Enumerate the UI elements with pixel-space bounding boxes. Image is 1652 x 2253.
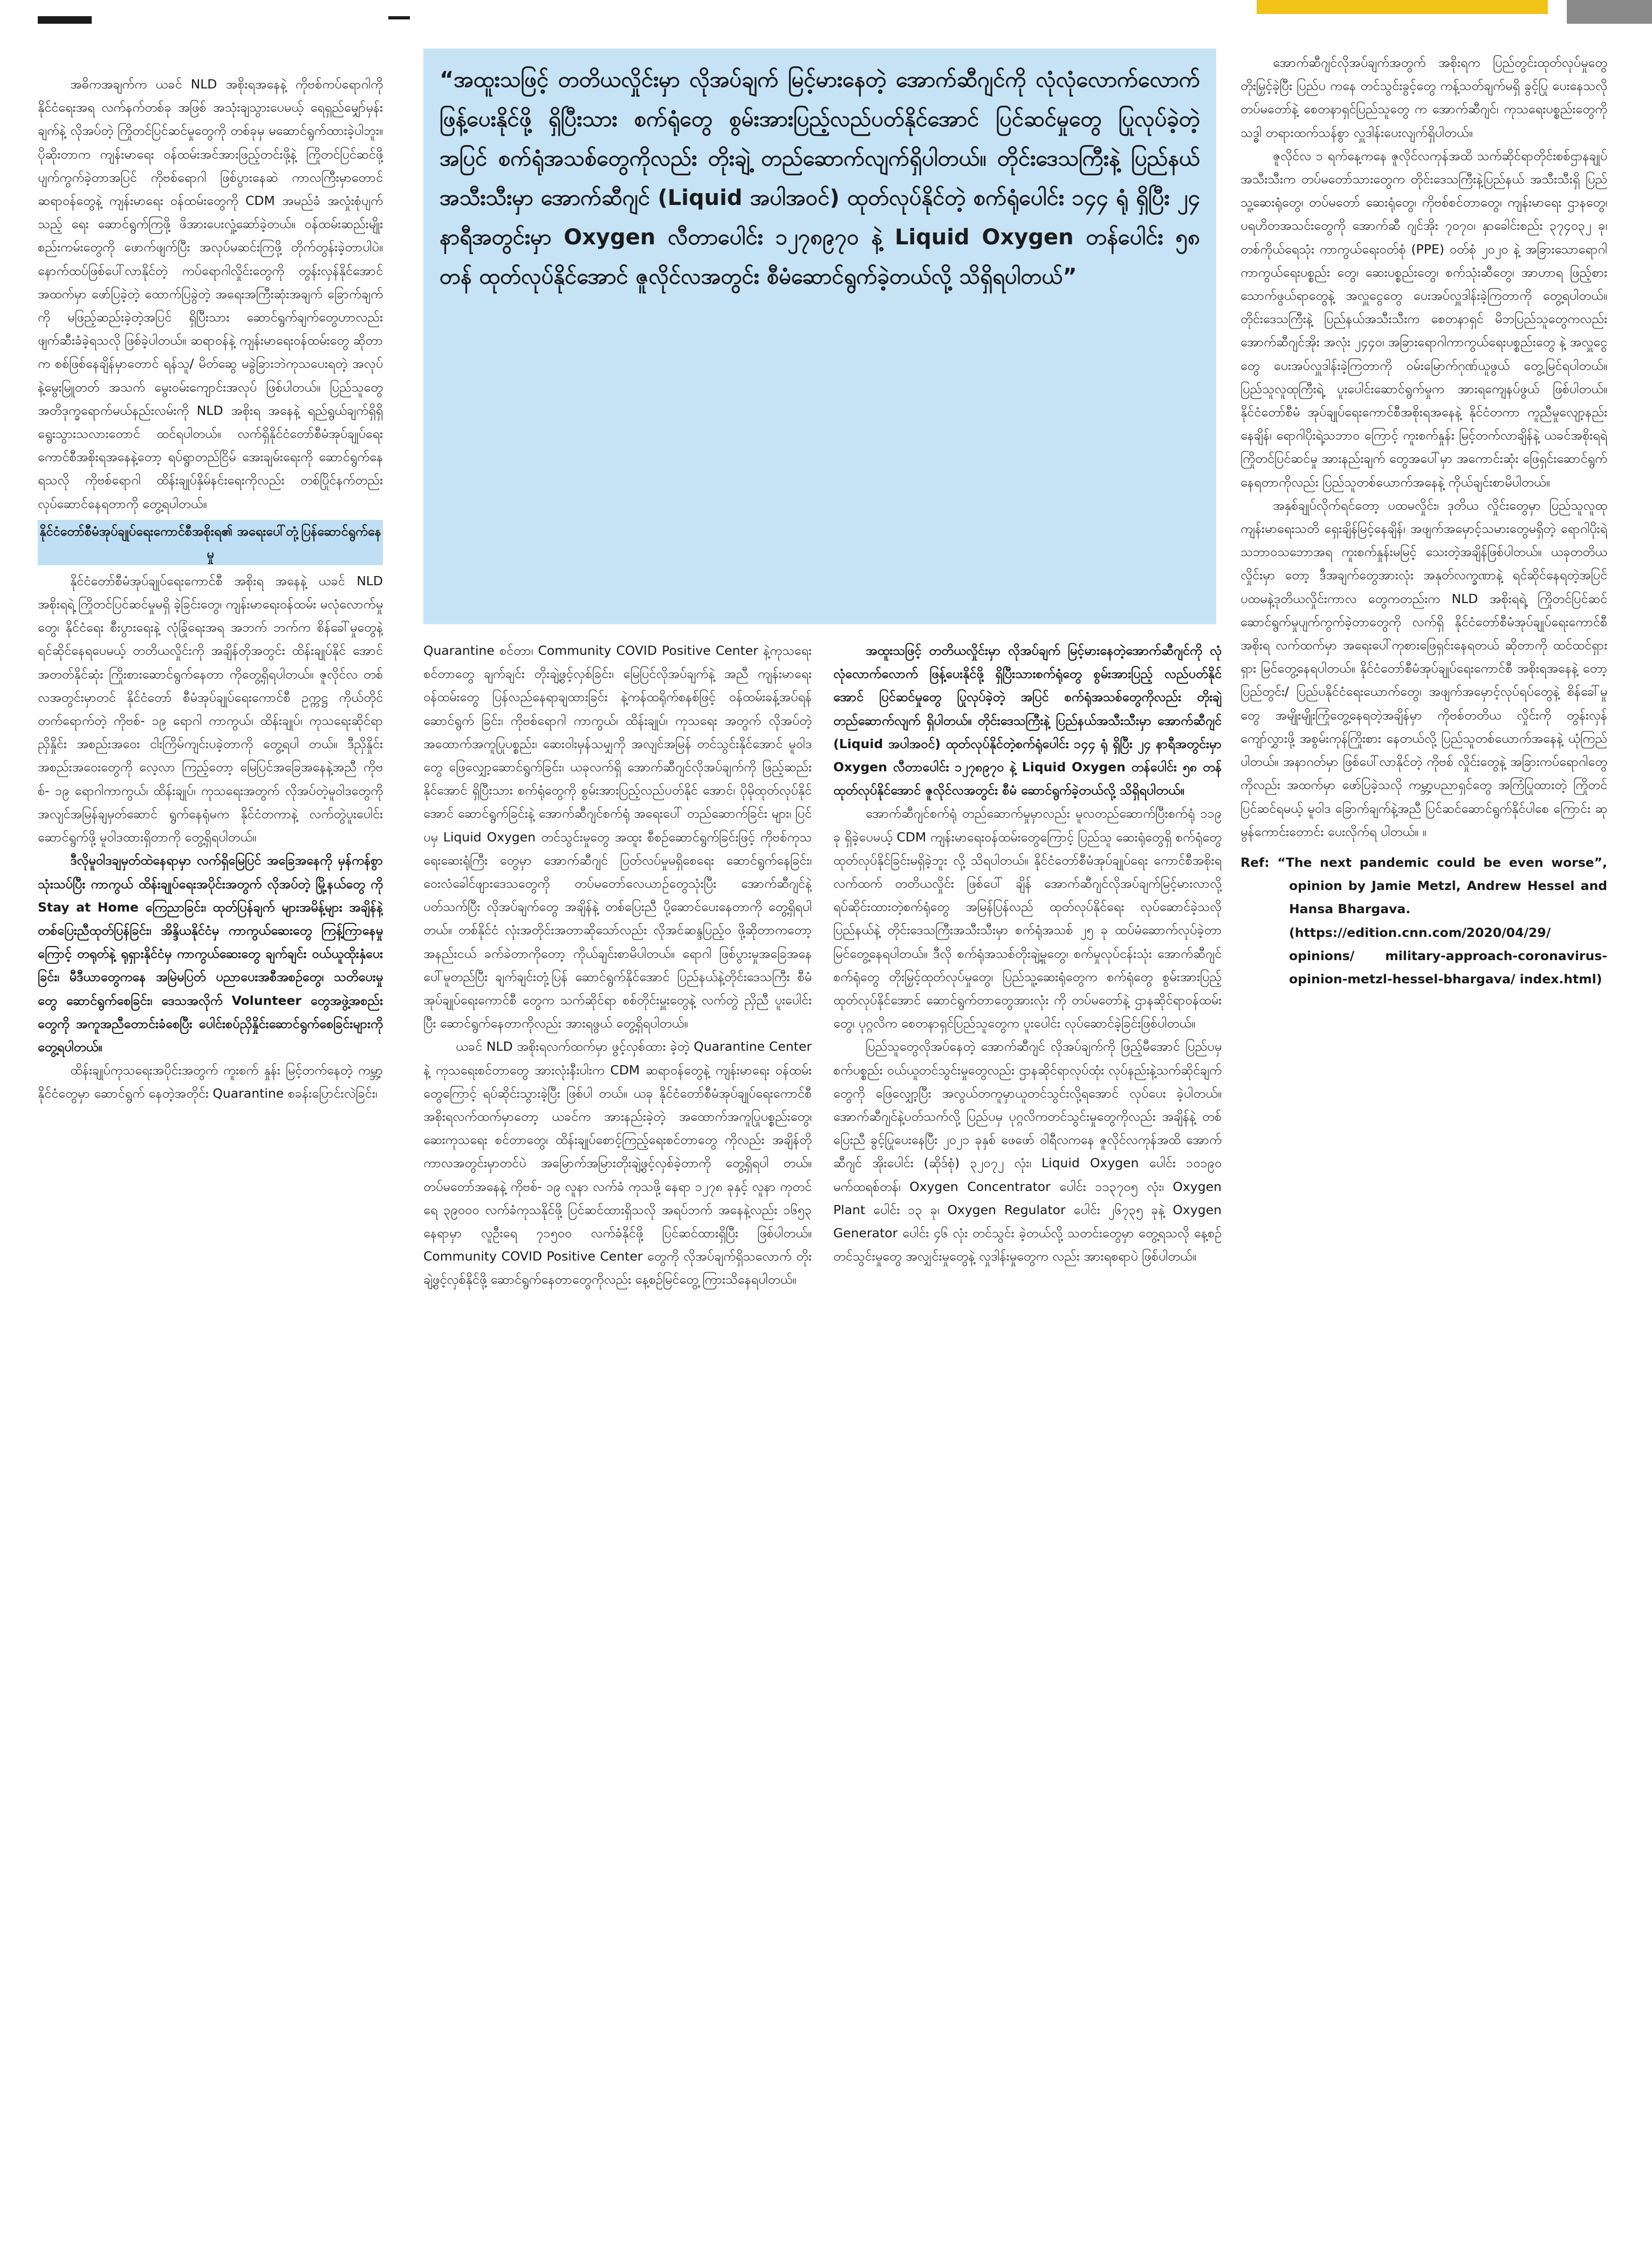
paragraph: အောက်ဆီဂျင်လိုအပ်ချက်အတွက် အစိုးရက ပြည်တွင်းထုတ်လုပ်မှုတွေ တိုးမြှင့်ခဲ့ပြီး ပြည်ပ ကနေ တင်သွင်းခွင့်တွေ ကန့်သတ်ချက်မရှိ ခွင့်ပြု ပေးနေသလို တပ်မတော်နဲ့ စေတနာရှင်ပြည်သူတွေ က အောက်ဆီဂျင်၊ ကုသရေးပစ္စည်းတွေကို သဒ္ဓါ တရားထက်သန်စွာ လှူဒါန်းပေးလျက်ရှိပါတယ်။ [1240, 55, 1607, 140]
header-accent-bar [1257, 0, 1548, 14]
header-page-tab [1567, 0, 1652, 24]
paragraph: အဓိကအချက်က ယခင် NLD အစိုးရအနေနဲ့ ကိုဗစ်ကပ်ရောဂါကို နိုင်ငံရေးအရ လက်နက်တစ်ခု အဖြစ် အသုံးချသွားပေမယ့် ရေရှည်မျှော်မှန်းချက်နဲ့ လိုအပ်တဲ့ ကြိုတင်ပြင်ဆင်မှုတွေကို တစ်ခုမှ မဆောင်ရွက်ထားခဲ့ပါဘူး။ ပိုဆိုးတာက ကျန်းမာရေး ဝန်ထမ်းအင်အားဖြည့်တင်းဖို့နဲ့ ကြိုတင်ပြင်ဆင်ဖို့ ပျက်ကွက်ခဲ့တာအပြင် ကိုဗစ်ရောဂါ ဖြစ်ပွားနေဆဲ ကာလကြီးမှာတောင် ဆရာဝန်တွေနဲ့ ကျန်းမာရေး ဝန်ထမ်းတွေကို CDM အမည်ခံ အလှုံးစုံပျက်သည့် ရေး ဆောင်ရွက်ကြဖို့ ဖိအားပေးလှုံ့ဆော်ခဲ့တယ်။ ဝန်ထမ်းဆည်းမျိုးစည်းကမ်းတွေကို ဖောက်ဖျက်ပြီး အလုပ်မဆင်းကြဖို့ တိုက်တွန်းခဲ့တာပါပဲ။ နောက်ထပ်ဖြစ်ပေါ်လာနိုင်တဲ့ ကပ်ရောဂါလှိုင်းတွေကို တွန်းလှန်နိုင်အောင် အထက်မှာ ဖော်ပြခဲ့တဲ့ ထောက်ပြခွဲတဲ့ အရေးအကြီးဆုံးအချက် ခြောက်ချက်ကို မဖြည့်ဆည်းခဲ့တဲ့အပြင် ရှိပြီးသား ဆောင်ရွက်ချက်တွေဟာလည်း ဖျက်ဆီးခံခဲ့ရသလို ဖြစ်ခဲ့ပါတယ်။ ဆရာဝန်နဲ့ ကျန်းမာရေးဝန်ထမ်းတွေ ဆိုတာက စစ်ဖြစ်နေချိန်မှာတောင် ရန်သူ/ မိတ်ဆွေ မခွဲခြားဘဲကုသပေးရတဲ့ အလုပ်နဲ့မွေးမြူတတ် အသက် မွေးဝမ်းကျောင်းအလုပ် ဖြစ်ပါတယ်။ ပြည်သူတွေ အတိဒုက္ခရောက်မယ်နည်းလမ်းကို NLD အစိုးရ အနေနဲ့ ရည်ရွယ်ချက်ရှိရှိ ရွေးသွားသလားတောင် ထင်ရပါတယ်။ လက်ရှိနိုင်ငံတော်စီမံအုပ်ချုပ်ရေး ကောင်စီအစိုးရအနေနဲ့တော့ ရပ်ရွာတည်ငြိမ် အေးချမ်းရေးကို ဆောင်ရွက်နေရသလို ကိုဗစ်ရောဂါ ထိန်းချုပ်နှိမ်နင်းရေးကိုလည်း တစ်ပြိုင်နက်တည်း လုပ်ဆောင်နေရတာကို တွေ့ရပါတယ်။ [38, 77, 383, 511]
paragraph-bold: အထူးသဖြင့် တတိယလှိုင်းမှာ လိုအပ်ချက် မြင့်မားနေတဲ့အောက်ဆီဂျင်ကို လုံလုံလောက်လောက် ဖြန့်ပေးနိုင်ဖို့ ရှိပြီးသားစက်ရုံတွေ စွမ်းအားပြည့် လည်ပတ်နိုင်အောင် ပြင်ဆင်မှုတွေ ပြုလုပ်ခဲ့တဲ့ အပြင် စက်ရုံအသစ်တွေကိုလည်း တိုးချဲ့ တည်ဆောက်လျက် ရှိပါတယ်။ တိုင်းဒေသကြီးနဲ့ ပြည်နယ်အသီးသီးမှာ အောက်ဆီဂျင် (Liquid အပါအဝင်) ထုတ်လုပ်နိုင်တဲ့စက်ရုံပေါင်း ၁၄၄ ရုံ ရှိပြီး ၂၄ နာရီအတွင်းမှာ Oxygen လီတာပေါင်း ၁၂၇၈၉၇၀ နဲ့ Liquid Oxygen တန်ပေါင်း ၅၈ တန် ထုတ်လုပ်နိုင်အောင် ဇူလိုင်လအတွင်း စီမံ ဆောင်ရွက်ခဲ့တယ်လို့ သိရှိရပါတယ်။ [833, 643, 1222, 798]
paragraph: အနှစ်ချုပ်လိုက်ရင်တော့ ပထမလှိုင်း၊ ဒုတိယ လှိုင်းတွေမှာ ပြည်သူလူထုကျန်းမာရေးသတိ ရှေးချိန်မြင့်နေချိန်၊ အဖျက်အမှောင့်သမားတွေမရှိတဲ့ ရောဂါပိုးရဲ့ သဘာဝသဘောအရ ကူးစက်နှုန်းမမြင့် သေးတဲ့အချိန်ဖြစ်ပါတယ်။ ယခုတတိယလှိုင်းမှာ တော့ ဒီအချက်တွေအားလုံး အနုတ်လက္ခဏာနဲ့ ရင်ဆိုင်နေရတဲ့အပြင် ပထမနဲ့ဒုတိယလှိုင်းကာလ တွေကတည်းက NLD အစိုးရရဲ့ ကြိုတင်ပြင်ဆင် ဆောင်ရွက်မှုပျက်ကွက်ခဲ့တာတွေကို လက်ရှိ နိုင်ငံတော်စီမံအုပ်ချုပ်ရေးကောင်စီ အစိုးရ လက်ထက်မှာ အရေးပေါ်ကုစားဖြေရှင်းနေရတယ် ဆိုတာကို ထင်ထင်ရှားရှား မြင်တွေ့နေရပါတယ်။ နိုင်ငံတော်စီမံအုပ်ချုပ်ရေးကောင်စီ အစိုးရအနေနဲ့ တော့ ပြည်တွင်း/ ပြည်ပနိုင်ငံရေးယောက်တွေ၊ အဖျက်အမှောင့်လုပ်ရပ်တွေနဲ့ စိန်ခေါ်မှုတွေ အမျိုးမျိုးကြုံတွေ့နေရတဲ့အချိန်မှာ ကိုဗစ်တတိယ လှိုင်းကို တွန်းလှန်ကျော်လွှားဖို့ အစွမ်းကုန်ကြိုးစား နေတယ်လို့ ပြည်သူတစ်ယောက်အနေနဲ့ ယုံကြည် ပါတယ်။ အနာဂတ်မှာ ဖြစ်ပေါ်လာနိုင်တဲ့ ကိုဗစ် လှိုင်းတွေနဲ့ အခြားကပ်ရောဂါတွေကိုလည်း အထက်မှာ ဖော်ပြခဲ့သလို ကမ္ဘာ့ပညာရှင်တွေ အကြံပြုထားတဲ့ ကြိုတင်ပြင်ဆင်ရမယ့် မူဝါဒ ခြောက်ချက်နဲ့အညီ ပြင်ဆင်ဆောင်ရွက်နိုင်ပါစေ ကြောင်း ဆုမွန်ကောင်းတောင်း ပေးလိုက်ရ ပါတယ်။ ။ [1240, 497, 1607, 839]
paragraph: အောက်ဆီဂျင်စက်ရုံ တည်ဆောက်မှုမှာလည်း မူလတည်ဆောက်ပြီးစက်ရုံ ၁၁၉ ခု ရှိခဲ့ပေမယ့် CDM ကျန်းမာရေးဝန်ထမ်းတွေကြောင့် ပြည်သူ ဆေးရုံတွေရှိ စက်ရုံတွေ ထုတ်လုပ်နိုင်ခြင်းမရှိခဲ့ဘူး လို့ သိရပါတယ်။ နိုင်ငံတော်စီမံအုပ်ချုပ်ရေး ကောင်စီအစိုးရလက်ထက် တတိယလှိုင်း ဖြစ်ပေါ် ချိန် အောက်ဆီဂျင်လိုအပ်ချက်မြင့်မားလာလို့ ရပ်ဆိုင်းထားတဲ့စက်ရုံတွေ အမြန်ပြန်လည် ထုတ်လုပ်နိုင်ရေး လုပ်ဆောင်ခဲ့သလို ပြည်နယ်နဲ့ တိုင်းဒေသကြီးအသီးသီးမှာ စက်ရုံအသစ် ၂၅ ခု ထပ်မံဆောက်လုပ်ခဲ့တာ မြင်တွေ့နေရပါတယ်။ ဒီလို စက်ရုံအသစ်တိုးချဲ့မှုတွေ၊ စက်မှုလုပ်ငန်းသုံး အောက်ဆီဂျင်စက်ရုံတွေ တိုးမြှင့်ထုတ်လုပ်မှုတွေ၊ ပြည်သူ့ဆေးရုံတွေက စက်ရုံတွေ စွမ်းအားပြည့် ထုတ်လုပ်နိုင်အောင် ဆောင်ရွက်တာတွေအားလုံး ကို တပ်မတော်နဲ့ ဌာနဆိုင်ရာဝန်ထမ်းတွေ၊ ပုဂ္ဂလိက စေတနာရှင်ပြည်သူတွေက ပူးပေါင်း လုပ်ဆောင်ခဲ့ခြင်းဖြစ်ပါတယ်။ [833, 806, 1222, 1031]
reference-url: (https://edition.cnn.com/2020/04/29/ opinions/ military-approach-coronavirus-opinion-metzl-hessel-bhargava/ index.html) [1289, 925, 1607, 987]
paragraph: Quarantine စင်တာ၊ Community COVID Positive Center နဲ့ကုသရေးစင်တာတွေ ချက်ချင်း တိုးချဲ့ဖွင့်လှစ်ခြင်း၊ မြေပြင်လိုအပ်ချက်နဲ့ အညီ ကျန်းမာရေးဝန်ထမ်းတွေ ပြန်လည်နေရာချထားခြင်း နဲ့ကန်ထရိုက်စနစ်ဖြင့် ဝန်ထမ်းခန့်အပ်ရန် ဆောင်ရွက် ခြင်း၊ ကိုဗစ်ရောဂါ ကာကွယ်၊ ထိန်းချုပ်၊ ကုသရေး အတွက် လိုအပ်တဲ့ အထောက်အကူပြုပစ္စည်း၊ ဆေးဝါးမှန်သမျှကို အလျင်အမြန် တင်သွင်းနိုင်အောင် မူဝါဒတွေ ဖြေလျှော့ဆောင်ရွက်ခြင်း၊ ယခုလက်ရှိ အောက်ဆီဂျင်လိုအပ်ချက်ကို ဖြည့်ဆည်းနိုင်အောင် ရှိပြီးသား စက်ရုံတွေကို စွမ်းအားပြည့်လည်ပတ်နိုင် အောင်၊ ပိုမိုထုတ်လုပ်နိုင်အောင် ဆောင်ရွက်ခြင်းနဲ့ အောက်ဆီဂျင်စက်ရုံ အရေးပေါ် တည်ဆောက်ခြင်း များ၊ ပြင်ပမှ Liquid Oxygen တင်သွင်းမှုတွေ အထူး စီစဉ်ဆောင်ရွက်ခြင်းဖြင့် ကိုဗစ်ကုသရေးဆေးရုံကြီး တွေမှာ အောက်ဆီဂျင် ပြတ်လပ်မှုမရှိစေရေး ဆောင်ရွက်နေခြင်း၊ ဝေးလံခေါင်ဖျားဒေသတွေကို တပ်မတော်လေယာဉ်တွေသုံးပြီး အောက်ဆီဂျင်နဲ့ ပတ်သက်ပြီး လိုအပ်ချက်တွေ အချိန်နဲ့ တစ်ပြေးညီ ပို့ဆောင်ပေးနေတာကို တွေ့ရှိရပါတယ်။ တစ်နိုင်ငံ လုံးအတိုင်းအတာဆိုသော်လည်း လိုအင်ဆန္ဒပြည့်ဝ ဖို့ဆိုတာကတော့ အနည်းငယ် ခက်ခဲတာကိုတော့ ကိုယ်ချင်းစာမိပါတယ်။ ရောဂါ ဖြစ်ပွားမှုအခြေအနေ ပေါ်မူတည်ပြီး ချက်ချင်းတုံ့ပြန် ဆောင်ရွက်နိုင်အောင် ပြည်နယ်နဲ့တိုင်းဒေသကြီး စီမံအုပ်ချုပ်ရေးကောင်စီ တွေက သက်ဆိုင်ရာ စစ်တိုင်းမှူးတွေနဲ့ လက်တွဲ ညှိညီ ပူးပေါင်းပြီး ဆောင်ရွက်နေတာကိုလည်း အားရဖွယ် တွေ့ရှိရပါတယ်။ [423, 643, 812, 1031]
column-4 [1240, 51, 1607, 2241]
header-rule-left [38, 16, 92, 24]
paragraph: နိုင်ငံတော်စီမံအုပ်ချုပ်ရေးကောင်စီ အစိုးရ အနေနဲ့ ယခင် NLD အစိုးရရဲ့ ကြိုတင်ပြင်ဆင်မှုမရှိ ခဲ့ခြင်းတွေ၊ ကျန်းမာရေးဝန်ထမ်း မလုံလောက်မှု တွေ၊ နိုင်ငံရေး စီးပွားရေးနဲ့ လုံခြုံရေးအရ အဘက် ဘက်က စိန်ခေါ်မှုတွေနဲ့ ရင်ဆိုင်နေရပေမယ့် တတိယလှိုင်းကို အချိန်တိုအတွင်း ထိန်းချုပ်နိုင် အောင်အတတ်နိုင်ဆုံး ကြိုးစားဆောင်ရွက်နေတာ ကိုတွေ့ရှိရပါတယ်။ ဇူလိုင်လ တစ်လအတွင်းမှာတင် နိုင်ငံတော် စီမံအုပ်ချုပ်ရေးကောင်စီ ဥက္ကဋ္ဌ ကိုယ်တိုင် တက်ရောက်တဲ့ ကိုဗစ်- ၁၉ ရောဂါ ကာကွယ်၊ ထိန်းချုပ်၊ ကုသရေးဆိုင်ရာ ညှိနှိုင်း အစည်းအဝေး ငါးကြိမ်ကျင်းပခဲ့တာကို တွေ့ရပါ တယ်။ ဒီညှိနှိုင်းအစည်းအဝေးတွေကို လေ့လာ ကြည့်တော့ မြေပြင်အခြေအနေနဲ့အညီ ကိုဗစ်- ၁၉ ရောဂါကာကွယ်၊ ထိန်းချုပ်၊ ကုသရေးအတွက် လိုအပ်တဲ့မူဝါဒတွေကို အလျင်အမြန်ချမှတ်ဆောင် ရွက်နေရုံမက နိုင်ငံတကာနဲ့ လက်တွဲပူးပေါင်း ဆောင်ရွက်ဖို့ မူဝါဒထားရှိတာကို တွေ့ရှိရပါတယ်။ [38, 573, 383, 845]
paragraph: ဇူလိုင်လ ၁ ရက်နေ့ကနေ ဇူလိုင်လကုန်အထိ သက်ဆိုင်ရာတိုင်းစစ်ဌာနချုပ် အသီးသီးက တပ်မတော်သားတွေက တိုင်းဒေသကြီးနဲ့ပြည်နယ် အသီးသီးရှိ ပြည်သူ့ဆေးရုံတွေ၊ တပ်မတော် ဆေးရုံတွေ၊ ကိုဗစ်စင်တာတွေ၊ ကျန်းမာရေး ဌာနတွေ၊ ပရဟိတအသင်းတွေကို အောက်ဆီ ဂျင်အိုး ၇၀၇၀၊ နှာခေါင်းစည်း ၃၇၄၀၃၂ ခု၊ တစ်ကိုယ်ရေသုံး ကာကွယ်ရေးဝတ်စုံ (PPE) ဝတ်စုံ ၂၀၂၀ နဲ့ အခြားသောရောဂါကာကွယ်ရေးပစ္စည်း တွေ၊ ဆေးပစ္စည်းတွေ၊ စက်သုံးဆီတွေ၊ အာဟာရ ဖြည့်စားသောက်ဖွယ်ရာတွေနဲ့ အလှူငွေတွေ ပေးအပ်လှူဒါန်းခဲ့ကြတာကို တွေ့ရပါတယ်။ တိုင်းဒေသကြီးနဲ့ ပြည်နယ်အသီးသီးက စေတနာရှင် မိဘပြည်သူတွေကလည်း အောက်ဆီဂျင်အိုး အလုံး ၂၄၄၀၊ အခြားရောဂါကာကွယ်ရေးပစ္စည်းတွေ နဲ့ အလှူငွေတွေ ပေးအပ်လှူဒါန်းခဲ့ကြတာကို ဝမ်းမြောက်ဂုဏ်ယူဖွယ် တွေ့မြင်ရပါတယ်။ ပြည်သူလူထုကြီးရဲ့ ပူးပေါင်းဆောင်ရွက်မှုက အားရကျေနပ်ဖွယ် ဖြစ်ပါတယ်။ နိုင်ငံတော်စီမံ အုပ်ချုပ်ရေးကောင်စီအစိုးရအနေနဲ့ နိုင်ငံတကာ ကူညီမှုလျော့နည်းနေချိန်၊ ရောဂါပိုးရဲ့သဘာဝ ကြောင့် ကူးစက်နှုန်း မြင့်တက်လာချိန်နဲ့ ယခင်အစိုးရရဲ့ ကြိုတင်ပြင်ဆင်မှု အားနည်းချက် တွေအပေါ်မှာ အကောင်းဆုံး ဖြေရှင်းဆောင်ရွက် နေရတာကိုလည်း ပြည်သူတစ်ယောက်အနေနဲ့ ကိုယ်ချင်းစာမိပါတယ်။ [1240, 148, 1607, 490]
reference-citation: Ref: “The next pandemic could be even worse”, opinion by Jamie Metzl, Andrew Hessel and Hansa Bhargava. [1240, 854, 1607, 917]
column-2 [423, 639, 812, 2249]
paragraph: ပြည်သူတွေလိုအပ်နေတဲ့ အောက်ဆီဂျင် လိုအပ်ချက်ကို ဖြည့်မီအောင် ပြည်ပမှ စက်ပစ္စည်း ဝယ်ယူတင်သွင်းမှုတွေလည်း ဌာနဆိုင်ရာလုပ်ထုံး လုပ်နည်းနဲ့သက်ဆိုင်ချက်တွေကို ဖြေလျှော့ပြီး အလွယ်တကူမှာယူတင်သွင်းလို့ရအောင် လုပ်ပေး ခဲ့ပါတယ်။ အောက်ဆီဂျင်နဲ့ပတ်သက်လို့ ပြည်ပမှ ပုဂ္ဂလိကတင်သွင်းမှုတွေကိုလည်း အချိန်နဲ့ တစ်ပြေးညီ ခွင့်ပြုပေးနေပြီး ၂၀၂၁ ခုနှစ် ဖေဖော် ဝါရီလကနေ ဇူလိုင်လကုန်အထိ အောက်ဆီဂျင် အိုးပေါင်း (ဆိုဒ်စုံ) ၃၂၀၇၂ လုံး၊ Liquid Oxygen ပေါင်း ၁၀၁၉၀ မက်ထရစ်တန်၊ Oxygen Concentrator ပေါင်း ၁၁၃၇၀၅ လုံး၊ Oxygen Plant ပေါင်း ၁၃ ခု၊ Oxygen Regulator ပေါင်း ၂၆၇၃၅ ခုနဲ့ Oxygen Generator ပေါင်း ၄၆ လုံး တင်သွင်း ခဲ့တယ်လို့ သတင်းတွေမှာ တွေ့ရသလို နေ့စဉ် တင်သွင်းမှုတွေ အလျှင်းမှုတွေနဲ့ လှုဒါန်းမှုတွေက လည်း အားရစရာပဲ ဖြစ်ပါတယ်။ [833, 1039, 1222, 1264]
header-rule-mid [388, 16, 410, 19]
reference [1240, 851, 1607, 991]
section-heading: နိုင်ငံတော်စီမံအုပ်ချုပ်ရေးကောင်စီအစိုးရ၏ အရေးပေါ်တုံ့ပြန်ဆောင်ရွက်နေမှု [38, 520, 383, 565]
pull-quote: “အထူးသဖြင့် တတိယလှိုင်းမှာ လိုအပ်ချက် မြင့်မားနေတဲ့ အောက်ဆီဂျင်ကို လုံလုံလောက်လောက် ဖြန့်ပေးနိုင်ဖို့ ရှိပြီးသား စက်ရုံတွေ စွမ်းအားပြည့်လည်ပတ်နိုင်အောင် ပြင်ဆင်မှုတွေ ပြုလုပ်ခဲ့တဲ့အပြင် စက်ရုံအသစ်တွေကိုလည်း တိုးချဲ့ တည်ဆောက်လျက်ရှိပါတယ်။ တိုင်းဒေသကြီးနဲ့ ပြည်နယ်အသီးသီးမှာ အောက်ဆီဂျင် (Liquid အပါအဝင်) ထုတ်လုပ်နိုင်တဲ့ စက်ရုံပေါင်း ၁၄၄ ရုံ ရှိပြီး ၂၄ နာရီအတွင်းမှာ Oxygen လီတာပေါင်း ၁၂၇၈၉၇၀ နဲ့ Liquid Oxygen တန်ပေါင်း ၅၈ တန် ထုတ်လုပ်နိုင်အောင် ဇူလိုင်လအတွင်း စီမံဆောင်ရွက်ခဲ့တယ်လို့ သိရှိရပါတယ်” [423, 49, 1216, 624]
column-1 [38, 73, 383, 2247]
paragraph: ထိန်းချုပ်ကုသရေးအပိုင်းအတွက် ကူးစက် နှုန်း မြင့်တက်နေတဲ့ ကမ္ဘာ့နိုင်ငံတွေမှာ ဆောင်ရွက် နေတဲ့အတိုင်း Quarantine စခန်းပြောင်းလဲခြင်း၊ [38, 1063, 383, 1101]
paragraph-bold: ဒီလိုမူဝါဒချမှတ်ထဲနေရာမှာ လက်ရှိမြေပြင် အခြေအနေကို မှန်ကန်စွာသုံးသပ်ပြီး ကာကွယ် ထိန်းချုပ်ရေးအပိုင်းအတွက် လိုအပ်တဲ့ မြို့နယ်တွေ ကို Stay at Home ကြေညာခြင်း၊ ထုတ်ပြန်ချက် များအမိန့်များ အချိန်နဲ့တစ်ပြေးညီထုတ်ပြန်ခြင်း၊ အိန္ဒိယနိုင်ငံမှ ကာကွယ်ဆေးတွေ ကြန့်ကြာနေမှု ကြောင့် တရုတ်နဲ့ ရုရှားနိုင်ငံမှ ကာကွယ်ဆေးတွေ ချက်ချင်း ဝယ်ယူထိုးနှံပေးခြင်း၊ မီဒီယာတွေကနေ အမြဲမပြတ် ပညာပေးအစီအစဉ်တွေ၊ သတိပေးမှု တွေ ဆောင်ရွက်စေခြင်း၊ ဒေသအလိုက် Volunteer တွေအဖွဲ့အစည်းတွေကို အကူအညီတောင်းခံစေပြီး ပေါင်းစပ်ညှိနှိုင်းဆောင်ရွက်စေခြင်းများကို တွေ့ရပါတယ်။ [38, 853, 383, 1054]
paragraph: ယခင် NLD အစိုးရလက်ထက်မှာ ဖွင့်လှစ်ထား ခဲ့တဲ့ Quarantine Center နဲ့ ကုသရေးစင်တာတွေ အားလုံးနီးပါးက CDM ဆရာဝန်တွေနဲ့ ကျန်းမာရေး ဝန်ထမ်းတွေကြောင့် ရပ်ဆိုင်းသွားခဲ့ပြီး ဖြစ်ပါ တယ်။ ယခု နိုင်ငံတော်စီမံအုပ်ချုပ်ရေးကောင်စီ အစိုးရလက်ထက်မှာတော့ ယခင်က အားနည်းခဲ့တဲ့ အထောက်အကူပြုပစ္စည်းတွေ၊ ဆေးကုသရေး စင်တာတွေ၊ ထိန်းချုပ်စောင့်ကြည့်ရေးစင်တာတွေ ကိုလည်း အချိန်တိုကာလအတွင်းမှာတင်ပဲ အမြောက်အမြားတိုးချဲ့ဖွင့်လှစ်ခဲ့တာကို တွေ့ရှိရပါ တယ်။ တပ်မတော်အနေနဲ့ ကိုဗစ်- ၁၉ လူနာ လက်ခံ ကုသဖို့ နေရာ ၁၂၇၈ ခုနှင့် လူနာ ကုတင်ရေ ၃၉၀၀၀ လက်ခံကုသနိုင်ဖို့ ပြင်ဆင်ထားရှိသလို အရပ်ဘက် အနေနဲ့လည်း ၁၆၅၃ နေရာမှာ လူဦးရေ ၇၁၅၀၀ လက်ခံနိုင်ဖို့ ပြင်ဆင်ထားရှိပြီး ဖြစ်ပါတယ်။ Community COVID Positive Center တွေကို လိုအပ်ချက်ရှိသလောက် တိုးချဲ့ဖွင့်လှစ်နိုင်ဖို့ ဆောင်ရွက်နေတာတွေကိုလည်း နေ့စဉ်မြင်တွေ့ ကြားသိနေရပါတယ်။ [423, 1039, 812, 1288]
column-3 [833, 639, 1222, 2249]
